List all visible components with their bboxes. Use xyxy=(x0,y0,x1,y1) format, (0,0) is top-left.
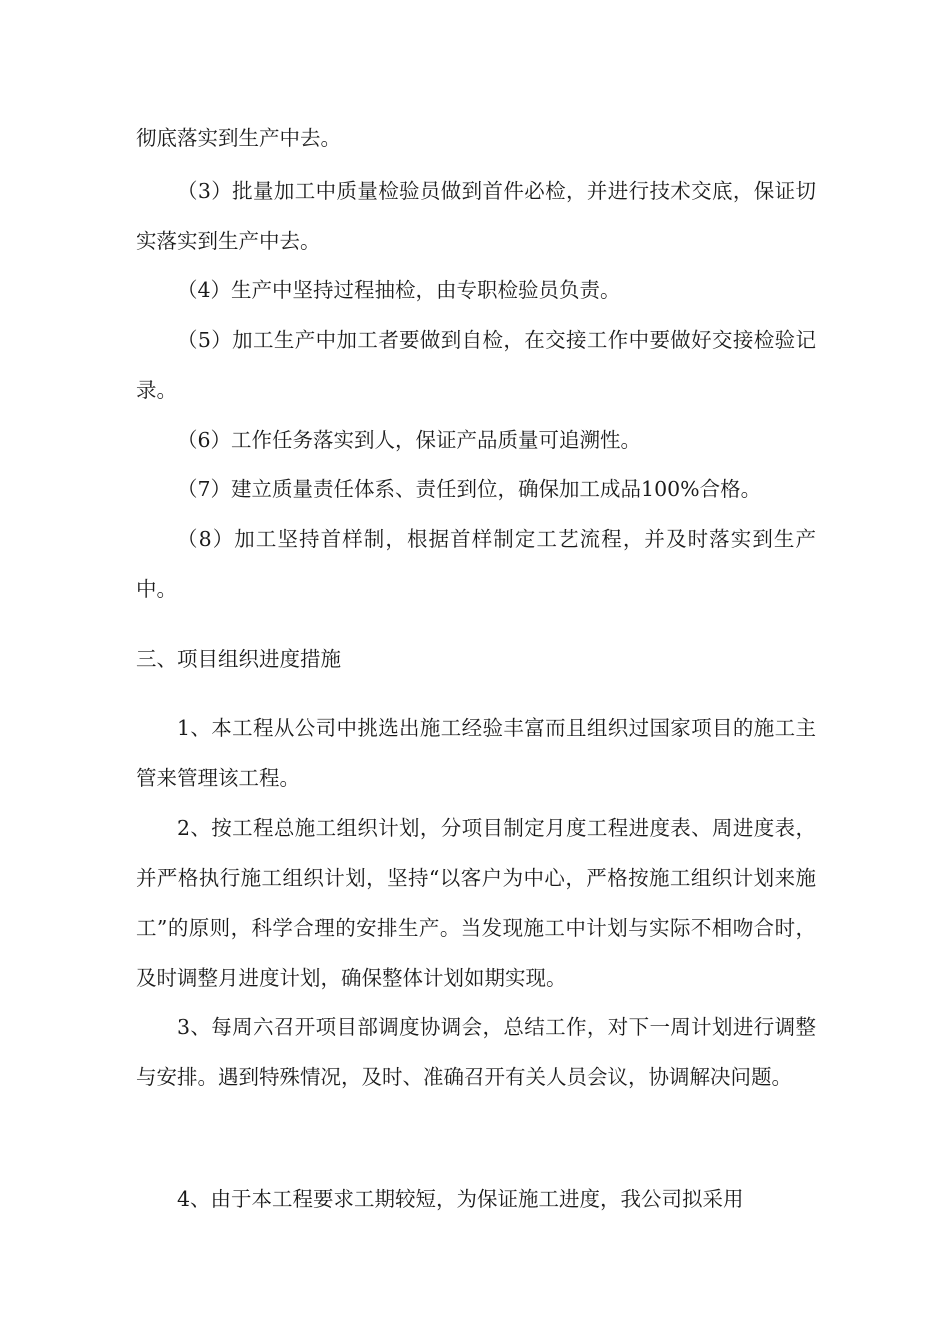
paragraph-measure-3: 3、每周六召开项目部调度协调会，总结工作，对下一周计划进行调整与安排。遇到特殊情况，及时、准确召开有关人员会议，协调解决问题。 xyxy=(136,1015,816,1089)
section-heading: 三、项目组织进度措施 xyxy=(136,647,341,671)
paragraph-item-6: （6）工作任务落实到人，保证产品质量可追溯性。 xyxy=(177,428,642,452)
paragraph-continuation: 彻底落实到生产中去。 xyxy=(136,126,341,150)
paragraph-measure-2: 2、按工程总施工组织计划，分项目制定月度工程进度表、周进度表，并严格执行施工组织计划，坚持“以客户为中心，严格按施工组织计划来施工”的原则，科学合理的安排生产。当发现施工中计划与实际不相吻合时，及时调整月进度计划，确保整体计划如期实现。 xyxy=(136,816,816,990)
paragraph-item-5: （5）加工生产中加工者要做到自检，在交接工作中要做好交接检验记录。 xyxy=(136,328,816,402)
paragraph-item-4: （4）生产中坚持过程抽检，由专职检验员负责。 xyxy=(177,278,621,302)
paragraph-measure-1: 1、本工程从公司中挑选出施工经验丰富而且组织过国家项目的施工主管来管理该工程。 xyxy=(136,716,816,790)
paragraph-item-3: （3）批量加工中质量检验员做到首件必检，并进行技术交底，保证切实落实到生产中去。 xyxy=(136,179,816,253)
paragraph-measure-4: 4、由于本工程要求工期较短，为保证施工进度，我公司拟采用 xyxy=(177,1187,744,1211)
paragraph-item-8: （8）加工坚持首样制，根据首样制定工艺流程，并及时落实到生产中。 xyxy=(136,527,816,601)
paragraph-item-7: （7）建立质量责任体系、责任到位，确保加工成品100%合格。 xyxy=(177,477,762,501)
